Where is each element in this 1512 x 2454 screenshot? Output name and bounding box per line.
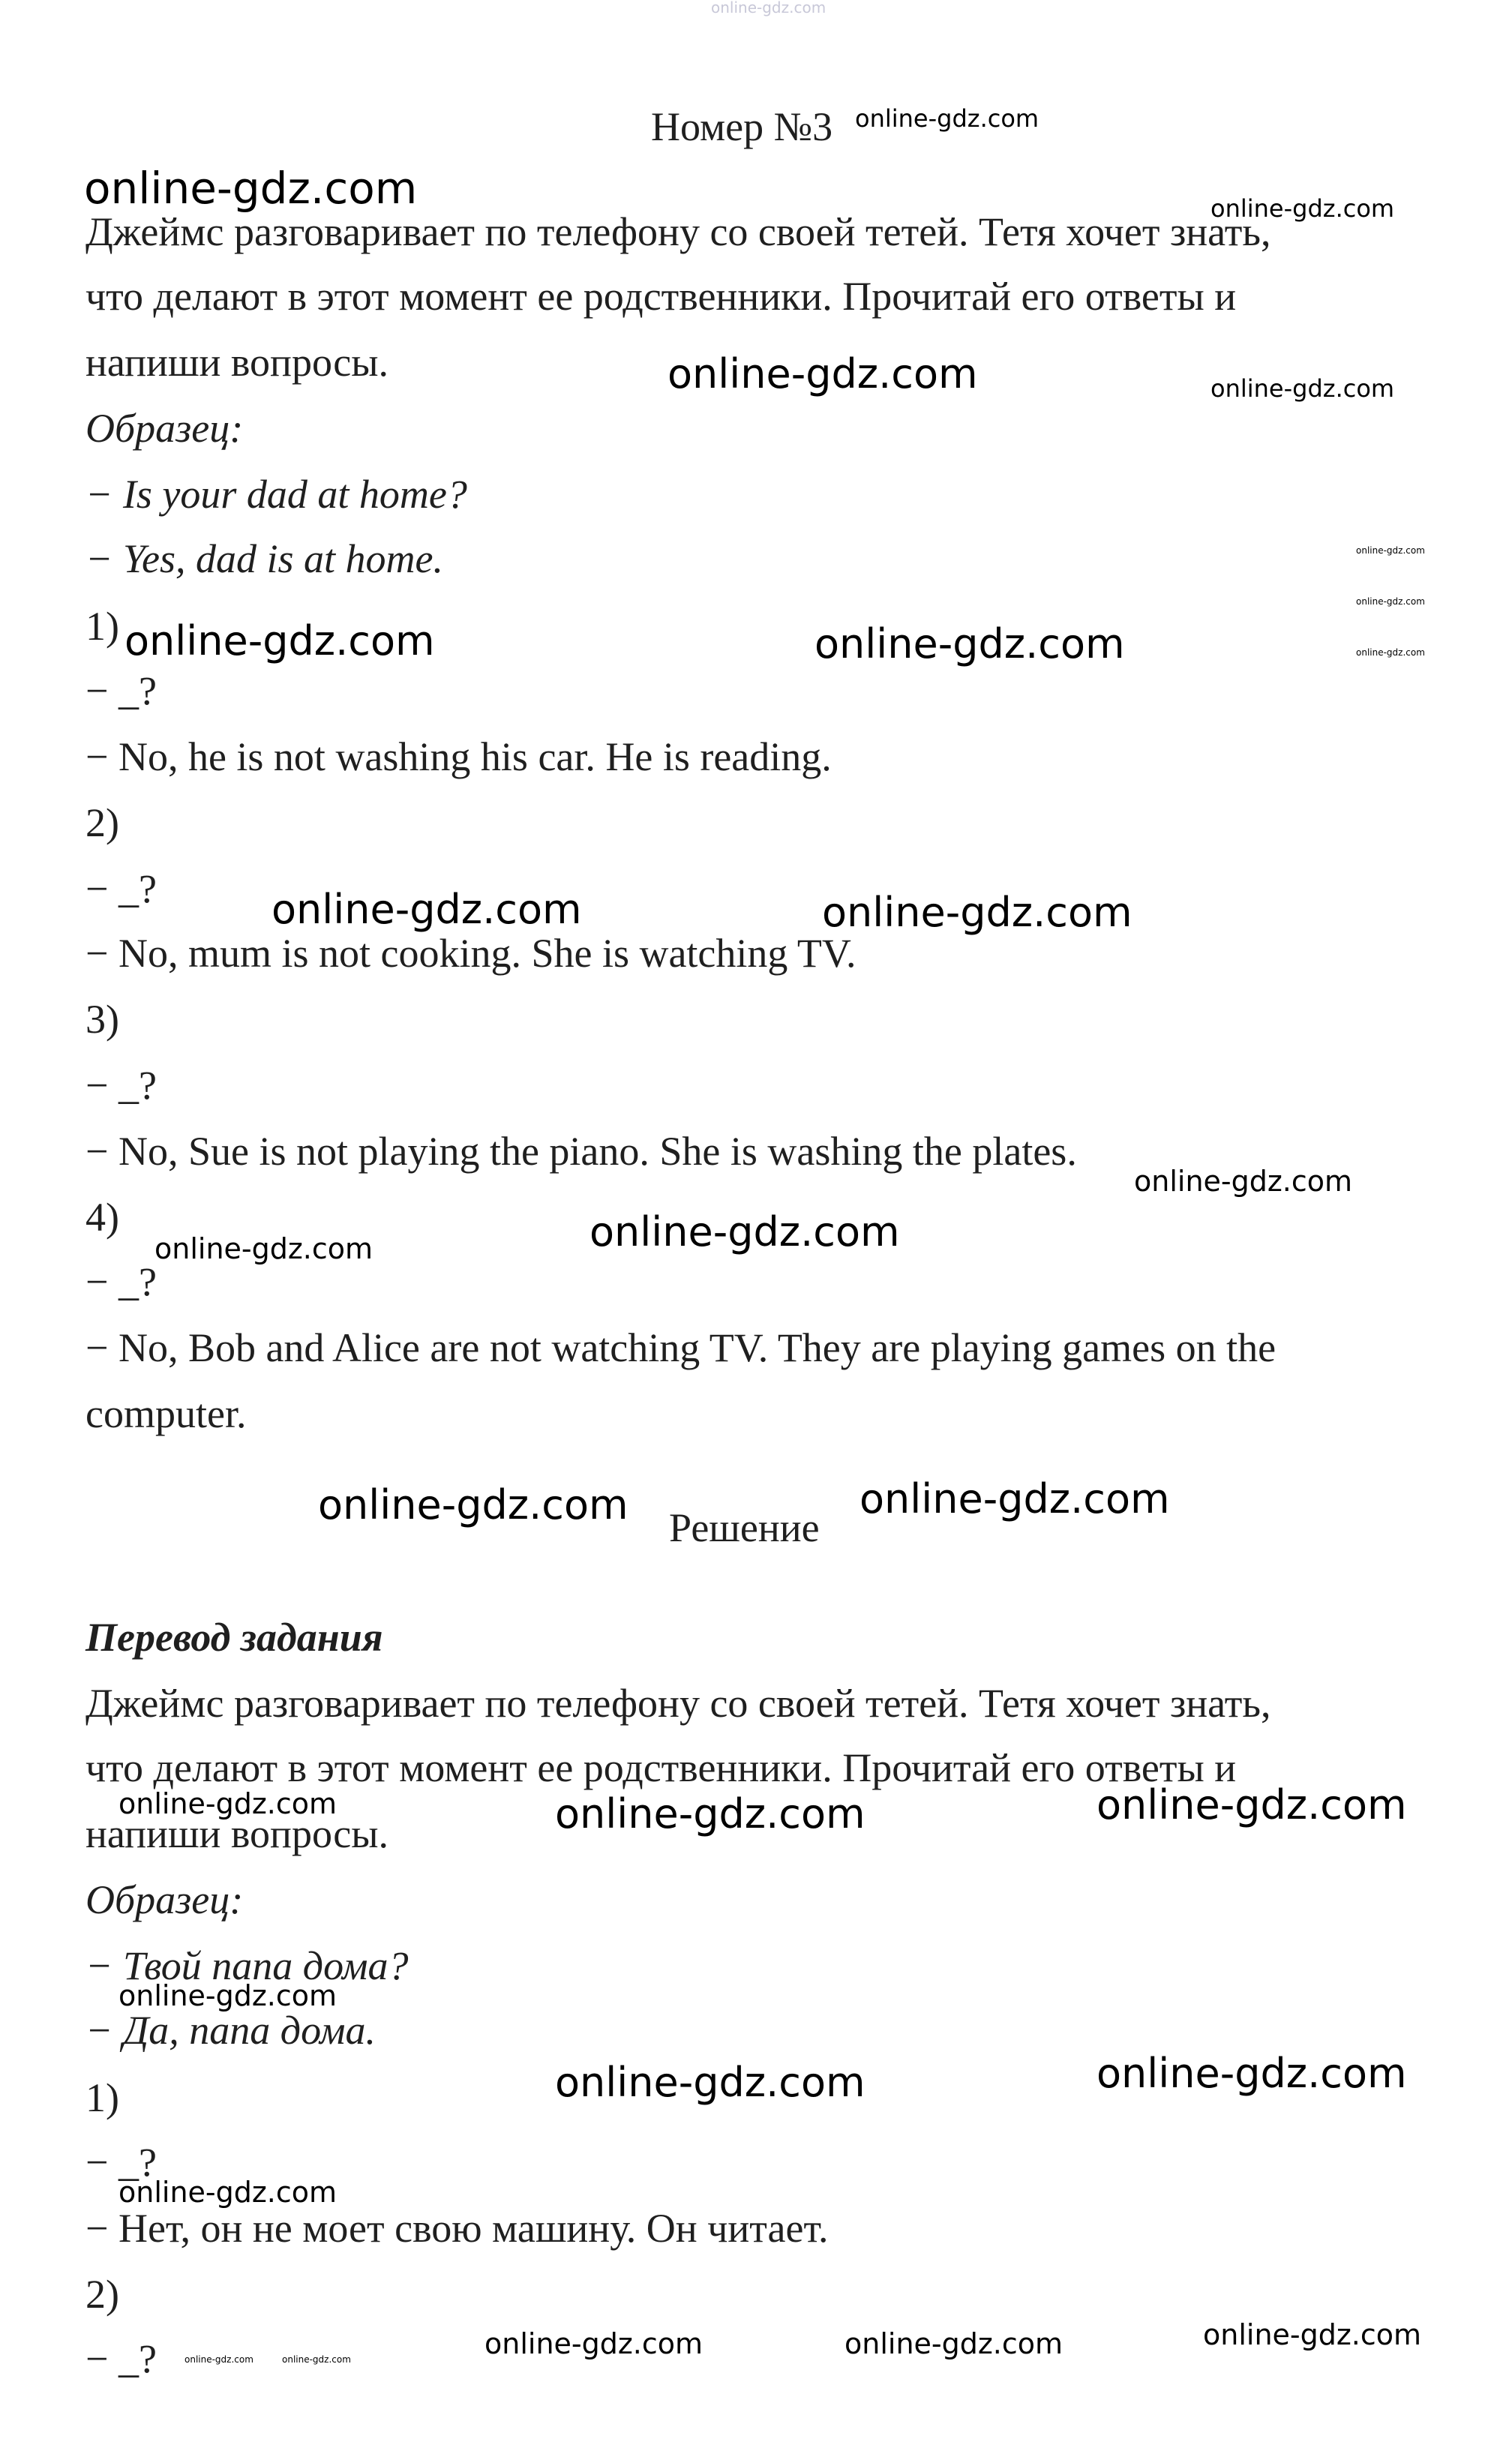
watermark: online-gdz.com (668, 350, 978, 398)
solution-heading: Решение (669, 1505, 820, 1550)
item-3-blank: − _? (86, 1063, 157, 1108)
task-intro-line-2: что делают в этот момент ее родственники. Прочитай его ответы и (86, 274, 1237, 319)
translation-sample-answer: − Да, папа дома. (86, 2008, 376, 2053)
item-4-answer-line-1: − No, Bob and Alice are not watching TV. They are playing games on the (86, 1325, 1276, 1370)
watermark: online-gdz.com (1356, 596, 1425, 607)
watermark: online-gdz.com (1096, 1781, 1407, 1828)
translation-item-1-number: 1) (86, 2075, 119, 2120)
watermark: online-gdz.com (118, 1787, 338, 1820)
watermark: online-gdz.com (272, 886, 582, 933)
watermark: online-gdz.com (1134, 1165, 1353, 1198)
translation-intro-line-1: Джеймс разговаривает по телефону со своей тетей. Тетя хочет знать, (86, 1681, 1271, 1726)
translation-intro-line-2: что делают в этот момент ее родственники. Прочитай его ответы и (86, 1745, 1237, 1790)
sample-label: Образец: (86, 406, 244, 451)
translation-item-1-blank: − _? (86, 2140, 157, 2185)
watermark: online-gdz.com (814, 620, 1125, 668)
translation-sample-question: − Твой папа дома? (86, 1943, 409, 1988)
translation-item-2-number: 2) (86, 2272, 119, 2317)
translation-item-2-blank: − _? (86, 2336, 157, 2381)
item-2-blank: − _? (86, 866, 157, 911)
watermark: online-gdz.com (318, 1481, 628, 1528)
item-3-answer: − No, Sue is not playing the piano. She is washing the plates. (86, 1129, 1077, 1174)
watermark: online-gdz.com (822, 889, 1132, 936)
watermark: online-gdz.com (118, 1979, 338, 2012)
watermark: online-gdz.com (855, 104, 1040, 133)
watermark: online-gdz.com (1210, 194, 1395, 223)
translation-sample-label: Образец: (86, 1877, 244, 1922)
watermark-top: online-gdz.com (711, 0, 826, 16)
sample-answer: − Yes, dad is at home. (86, 536, 443, 581)
task-intro-line-1: Джеймс разговаривает по телефону со своей тетей. Тетя хочет знать, (86, 209, 1271, 254)
item-1-blank: − _? (86, 668, 157, 713)
watermark: online-gdz.com (1203, 2318, 1422, 2351)
watermark: online-gdz.com (1356, 545, 1425, 556)
sample-question: − Is your dad at home? (86, 472, 467, 517)
page-title: Номер №3 (651, 104, 833, 149)
watermark: online-gdz.com (1356, 647, 1425, 658)
item-4-blank: − _? (86, 1259, 157, 1304)
translation-item-1-answer: − Нет, он не моет свою машину. Он читает. (86, 2206, 829, 2251)
task-intro-line-3: напиши вопросы. (86, 340, 389, 385)
watermark: online-gdz.com (590, 1208, 900, 1256)
item-3-number: 3) (86, 997, 119, 1042)
watermark: online-gdz.com (118, 2176, 338, 2209)
watermark: online-gdz.com (84, 163, 418, 214)
watermark: online-gdz.com (555, 2059, 866, 2106)
item-1-number: 1) (86, 604, 119, 649)
translation-intro-line-3: напиши вопросы. (86, 1811, 389, 1856)
watermark: online-gdz.com (555, 1790, 866, 1838)
watermark: online-gdz.com (484, 2327, 704, 2360)
watermark: online-gdz.com (184, 2354, 254, 2365)
watermark: online-gdz.com (1096, 2050, 1407, 2097)
watermark: online-gdz.com (860, 1475, 1170, 1522)
item-1-answer: − No, he is not washing his car. He is reading. (86, 734, 832, 779)
item-4-answer-line-2: computer. (86, 1391, 247, 1436)
watermark: online-gdz.com (282, 2354, 351, 2365)
watermark: online-gdz.com (154, 1232, 374, 1265)
watermark: online-gdz.com (1210, 374, 1395, 403)
item-2-answer: − No, mum is not cooking. She is watching TV. (86, 931, 856, 976)
watermark: online-gdz.com (844, 2327, 1064, 2360)
watermark: online-gdz.com (124, 617, 435, 664)
translation-heading: Перевод задания (86, 1615, 383, 1660)
item-4-number: 4) (86, 1195, 119, 1240)
item-2-number: 2) (86, 800, 119, 845)
